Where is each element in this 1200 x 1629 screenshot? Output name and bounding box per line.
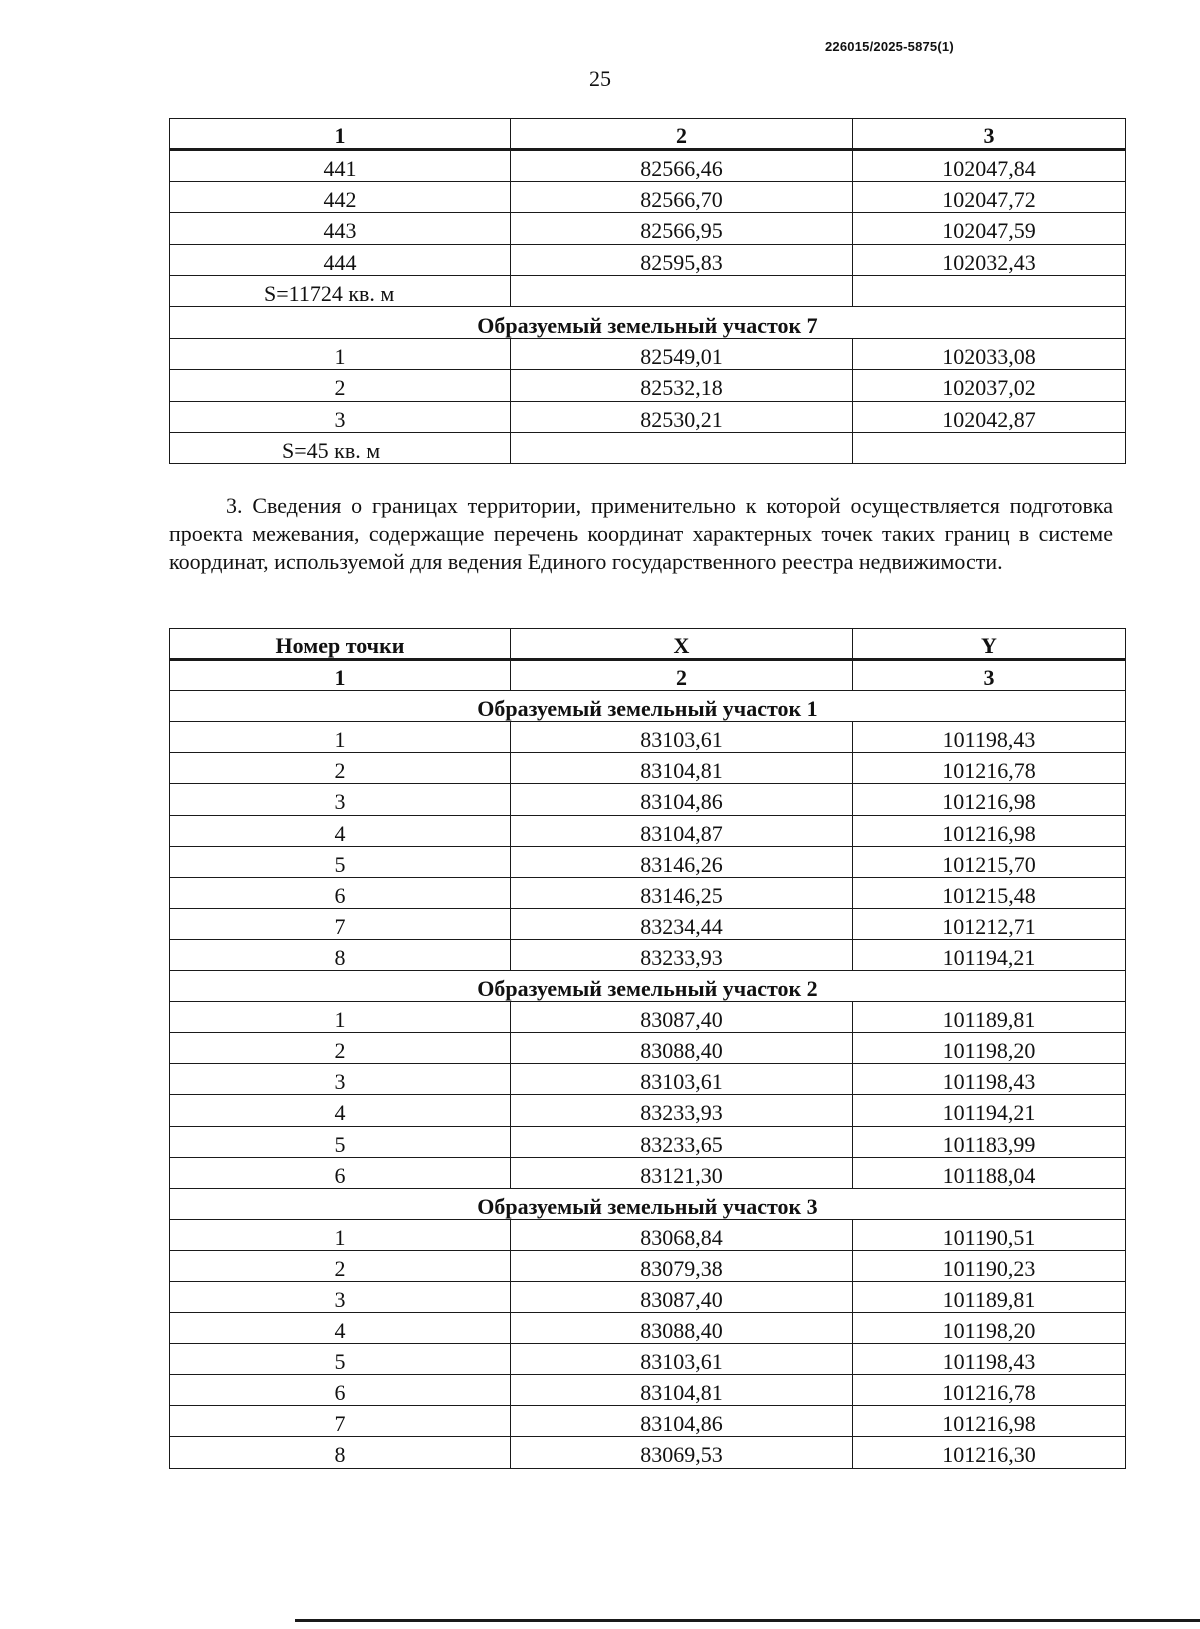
x-coordinate-cell: 83146,25 xyxy=(511,877,853,908)
point-number-cell: 5 xyxy=(170,1126,511,1157)
table-row xyxy=(170,1281,1126,1312)
y-coordinate-cell: 101216,98 xyxy=(853,784,1126,815)
x-coordinate-cell: 83068,84 xyxy=(511,1219,853,1250)
point-number-cell: 1 xyxy=(170,338,511,369)
table-row xyxy=(170,815,1126,846)
y-coordinate-cell: 101216,98 xyxy=(853,1406,1126,1437)
table-row xyxy=(170,908,1126,939)
x-coordinate-cell: 83088,40 xyxy=(511,1313,853,1344)
point-number-cell: 2 xyxy=(170,370,511,401)
x-coordinate-cell: 82566,46 xyxy=(511,150,853,181)
point-number-cell: 443 xyxy=(170,213,511,244)
y-coordinate-cell: 101198,20 xyxy=(853,1033,1126,1064)
table-header-row xyxy=(170,119,1126,150)
point-number-cell: 441 xyxy=(170,150,511,181)
y-coordinate-cell: 101189,81 xyxy=(853,1002,1126,1033)
x-coordinate-cell: 82530,21 xyxy=(511,401,853,432)
table-row xyxy=(170,213,1126,244)
header-cell: 2 xyxy=(511,660,853,691)
point-number-cell: 444 xyxy=(170,244,511,275)
table-row xyxy=(170,846,1126,877)
point-number-cell: 2 xyxy=(170,753,511,784)
header-cell: 3 xyxy=(853,660,1126,691)
point-number-cell: 4 xyxy=(170,1095,511,1126)
x-coordinate-cell: 83079,38 xyxy=(511,1250,853,1281)
y-coordinate-cell: 101215,70 xyxy=(853,846,1126,877)
table-row xyxy=(170,1344,1126,1375)
table-row xyxy=(170,1064,1126,1095)
table-row xyxy=(170,338,1126,369)
point-number-cell: 442 xyxy=(170,181,511,212)
header-cell: 3 xyxy=(853,119,1126,150)
header-cell: 2 xyxy=(511,119,853,150)
y-coordinate-cell: 102032,43 xyxy=(853,244,1126,275)
y-coordinate-cell: 101216,78 xyxy=(853,753,1126,784)
point-number-cell: 6 xyxy=(170,1157,511,1188)
section-title: Образуемый земельный участок 3 xyxy=(170,1188,1126,1219)
y-coordinate-cell: 101215,48 xyxy=(853,877,1126,908)
section-row xyxy=(170,971,1126,1002)
x-coordinate-cell: 83104,86 xyxy=(511,784,853,815)
x-coordinate-cell: 83103,61 xyxy=(511,722,853,753)
table-row xyxy=(170,939,1126,970)
table-row xyxy=(170,722,1126,753)
x-coordinate-cell: 83233,93 xyxy=(511,1095,853,1126)
area-value: S=11724 кв. м xyxy=(264,281,395,307)
section-row xyxy=(170,1188,1126,1219)
section-row xyxy=(170,691,1126,722)
x-coordinate-cell: 82595,83 xyxy=(511,244,853,275)
bottom-rule xyxy=(295,1619,1200,1622)
table-row xyxy=(170,1250,1126,1281)
table-row xyxy=(170,1157,1126,1188)
point-number-cell: 5 xyxy=(170,846,511,877)
y-coordinate-cell: 101216,30 xyxy=(853,1437,1126,1468)
y-coordinate-cell: 101188,04 xyxy=(853,1157,1126,1188)
section-row xyxy=(170,307,1126,338)
header-x: X xyxy=(511,629,853,660)
point-number-cell: 1 xyxy=(170,1002,511,1033)
coordinates-table-continued xyxy=(169,118,1126,464)
header-point-number: Номер точки xyxy=(170,629,511,660)
point-number-cell: 4 xyxy=(170,1313,511,1344)
point-number-cell: 2 xyxy=(170,1033,511,1064)
x-coordinate-cell: 83088,40 xyxy=(511,1033,853,1064)
y-coordinate-cell: 101190,23 xyxy=(853,1250,1126,1281)
area-row xyxy=(170,432,1126,463)
page-number: 25 xyxy=(589,66,611,91)
y-coordinate-cell: 102033,08 xyxy=(853,338,1126,369)
document-id: 226015/2025-5875(1) xyxy=(825,39,954,54)
section-title: Образуемый земельный участок 1 xyxy=(170,691,1126,722)
y-coordinate-cell: 101212,71 xyxy=(853,908,1126,939)
header-y: Y xyxy=(853,629,1126,660)
y-coordinate-cell: 102037,02 xyxy=(853,370,1126,401)
table-row xyxy=(170,370,1126,401)
section-title: Образуемый земельный участок 7 xyxy=(170,307,1126,338)
y-coordinate-cell: 101189,81 xyxy=(853,1281,1126,1312)
point-number-cell: 3 xyxy=(170,1064,511,1095)
x-coordinate-cell: 83103,61 xyxy=(511,1344,853,1375)
table-row xyxy=(170,1313,1126,1344)
y-coordinate-cell: 101216,78 xyxy=(853,1375,1126,1406)
table-row xyxy=(170,244,1126,275)
y-coordinate-cell: 101198,43 xyxy=(853,1064,1126,1095)
point-number-cell: 8 xyxy=(170,1437,511,1468)
x-coordinate-cell: 83104,87 xyxy=(511,815,853,846)
table-row xyxy=(170,1033,1126,1064)
point-number-cell: 3 xyxy=(170,401,511,432)
empty-cell xyxy=(511,275,853,306)
table-row xyxy=(170,784,1126,815)
table-row xyxy=(170,401,1126,432)
y-coordinate-cell: 101194,21 xyxy=(853,939,1126,970)
y-coordinate-cell: 101194,21 xyxy=(853,1095,1126,1126)
area-cell xyxy=(170,275,511,306)
point-number-cell: 3 xyxy=(170,784,511,815)
y-coordinate-cell: 101198,43 xyxy=(853,1344,1126,1375)
table-row xyxy=(170,1126,1126,1157)
table-row xyxy=(170,1406,1126,1437)
x-coordinate-cell: 82549,01 xyxy=(511,338,853,369)
table-row xyxy=(170,1219,1126,1250)
area-cell xyxy=(170,432,511,463)
x-coordinate-cell: 83087,40 xyxy=(511,1002,853,1033)
y-coordinate-cell: 102047,84 xyxy=(853,150,1126,181)
table-row xyxy=(170,150,1126,181)
table-row xyxy=(170,877,1126,908)
table-row xyxy=(170,1375,1126,1406)
y-coordinate-cell: 102042,87 xyxy=(853,401,1126,432)
table-row xyxy=(170,1095,1126,1126)
y-coordinate-cell: 101198,20 xyxy=(853,1313,1126,1344)
empty-cell xyxy=(853,275,1126,306)
table-row xyxy=(170,1002,1126,1033)
boundary-info-paragraph: 3. Сведения о границах территории, применительно к которой осуществляется подготовка проекта межевания, содержащие перечень координат характерных точек таких границ в системе координат, используемой для ведения Единого государственного реестра недвижимости. xyxy=(169,493,1113,574)
empty-cell xyxy=(853,432,1126,463)
table-header-row xyxy=(170,629,1126,660)
x-coordinate-cell: 82532,18 xyxy=(511,370,853,401)
x-coordinate-cell: 83087,40 xyxy=(511,1281,853,1312)
header-cell: 1 xyxy=(170,119,511,150)
x-coordinate-cell: 83233,65 xyxy=(511,1126,853,1157)
x-coordinate-cell: 83121,30 xyxy=(511,1157,853,1188)
y-coordinate-cell: 101190,51 xyxy=(853,1219,1126,1250)
empty-cell xyxy=(511,432,853,463)
table-row xyxy=(170,753,1126,784)
area-value: S=45 кв. м xyxy=(282,438,381,464)
area-row xyxy=(170,275,1126,306)
point-number-cell: 7 xyxy=(170,1406,511,1437)
point-number-cell: 7 xyxy=(170,908,511,939)
point-number-cell: 2 xyxy=(170,1250,511,1281)
y-coordinate-cell: 101198,43 xyxy=(853,722,1126,753)
y-coordinate-cell: 101216,98 xyxy=(853,815,1126,846)
x-coordinate-cell: 83233,93 xyxy=(511,939,853,970)
point-number-cell: 3 xyxy=(170,1281,511,1312)
point-number-cell: 5 xyxy=(170,1344,511,1375)
table-row xyxy=(170,181,1126,212)
x-coordinate-cell: 83234,44 xyxy=(511,908,853,939)
table-header-numbers-row xyxy=(170,660,1126,691)
point-number-cell: 6 xyxy=(170,877,511,908)
y-coordinate-cell: 102047,72 xyxy=(853,181,1126,212)
point-number-cell: 1 xyxy=(170,1219,511,1250)
boundary-coordinates-table xyxy=(169,628,1126,1469)
x-coordinate-cell: 83146,26 xyxy=(511,846,853,877)
x-coordinate-cell: 82566,70 xyxy=(511,181,853,212)
table-row xyxy=(170,1437,1126,1468)
x-coordinate-cell: 83103,61 xyxy=(511,1064,853,1095)
header-cell: 1 xyxy=(170,660,511,691)
y-coordinate-cell: 102047,59 xyxy=(853,213,1126,244)
section-title: Образуемый земельный участок 2 xyxy=(170,971,1126,1002)
point-number-cell: 6 xyxy=(170,1375,511,1406)
x-coordinate-cell: 83069,53 xyxy=(511,1437,853,1468)
x-coordinate-cell: 83104,86 xyxy=(511,1406,853,1437)
x-coordinate-cell: 82566,95 xyxy=(511,213,853,244)
point-number-cell: 1 xyxy=(170,722,511,753)
x-coordinate-cell: 83104,81 xyxy=(511,1375,853,1406)
x-coordinate-cell: 83104,81 xyxy=(511,753,853,784)
point-number-cell: 8 xyxy=(170,939,511,970)
y-coordinate-cell: 101183,99 xyxy=(853,1126,1126,1157)
point-number-cell: 4 xyxy=(170,815,511,846)
